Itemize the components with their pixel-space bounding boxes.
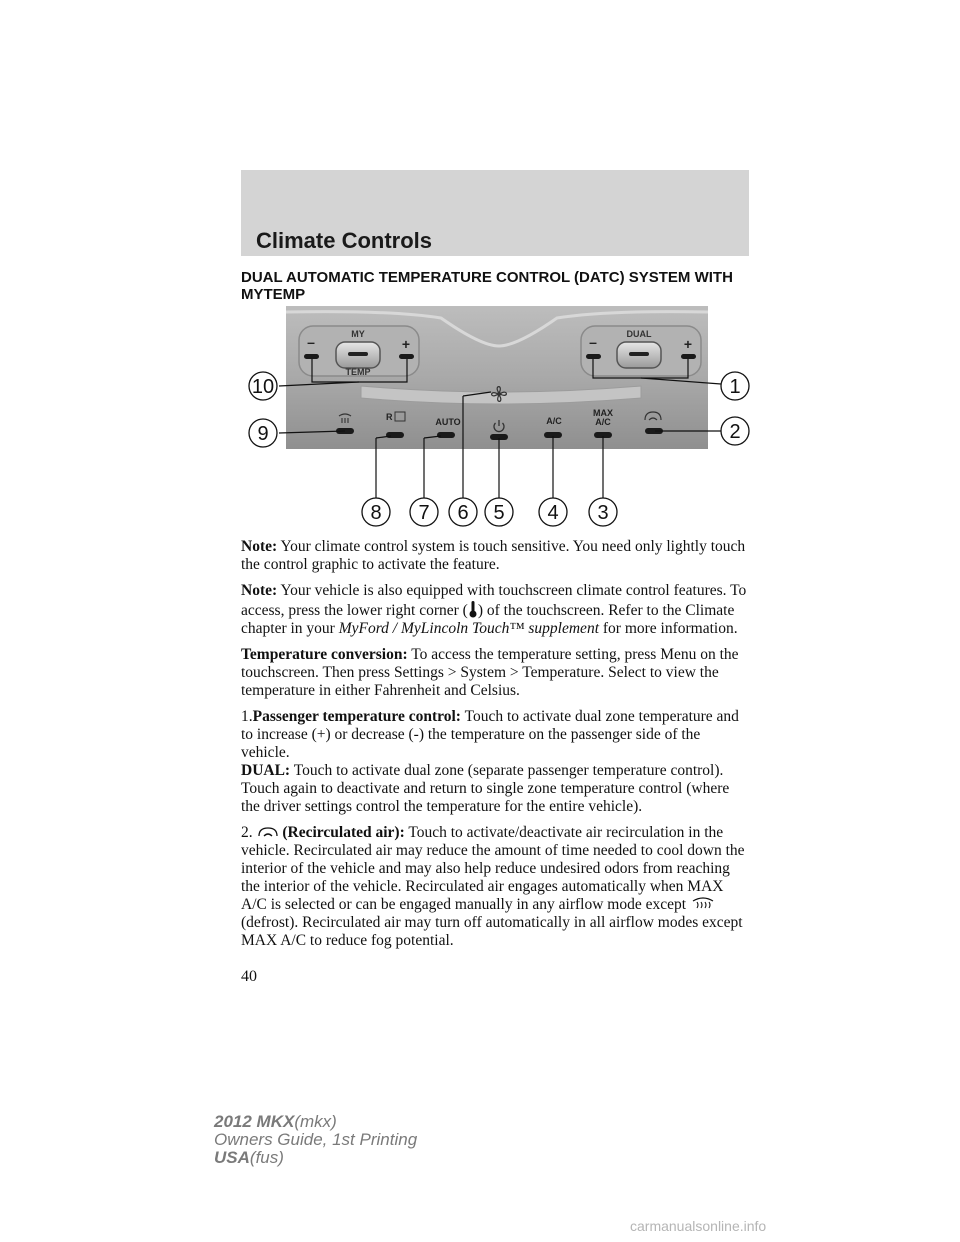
item-number: 2. [241,824,253,841]
callout-3: 3 [597,502,609,524]
item-label: DUAL: [241,762,291,779]
passenger-plus-label: + [683,336,693,352]
item-dual [241,762,751,816]
callout-5: 5 [493,502,505,524]
temperature-conversion-text: To access the temperature setting, press Menu on the touchscreen. Then press Settings > System > Temperature. Select to view the temperature in either Fahrenheit and Celsius. [241,646,739,699]
note-text: Your climate control system is touch sensitive. You need only lightly touch the control graphic to activate the feature. [241,538,746,573]
dual-label: DUAL [626,329,652,339]
item-recirculated-air [241,824,751,950]
temp-label: TEMP [345,367,371,377]
note-touchscreen [241,582,751,638]
climate-thermometer-icon [468,600,478,618]
item-text: Touch to activate/deactivate air recirculation in the vehicle. Recirculated air may reduce the amount of time needed to cool down the interior of the vehicle and may also help reduce undesired odors from reaching the interior of the vehicle. Recirculated air engages automatically when MAX A/C is selected or can be engaged manually in any airflow mode except [241,824,745,913]
callout-7: 7 [418,502,430,524]
passenger-temp-decrease[interactable] [586,354,601,359]
driver-plus-label: + [401,336,411,352]
driver-minus-label: – [307,334,315,350]
body-text [241,538,751,958]
footer-printing: Owners Guide, 1st Printing [214,1130,418,1149]
climate-control-panel-figure [241,306,761,536]
footer-model: 2012 MKX [214,1112,295,1131]
item-text: Touch to activate dual zone temperature and to increase (+) or decrease (-) the temperature on the passenger side of the vehicle. [241,708,739,761]
temperature-conversion [241,646,751,700]
defrost-icon [690,896,716,912]
callout-4: 4 [547,502,559,524]
callout-6: 6 [457,502,469,524]
item-number: 1. [241,708,253,725]
auto-label: AUTO [435,417,461,427]
note-label: Note: [241,538,278,555]
callout-8: 8 [370,502,382,524]
supplement-title: MyFord / MyLincoln Touch™ supplement [338,620,599,637]
my-label: MY [351,329,365,339]
rear-defrost-label: R [386,412,393,422]
callout-1: 1 [729,376,741,398]
watermark: carmanualsonline.info [630,1218,767,1234]
passenger-minus-label: – [589,334,597,350]
note-text: Your vehicle is also equipped with touchscreen climate control features. To access, press the lower right corner ( [241,582,747,619]
chapter-title: Climate Controls [256,228,433,253]
page-number: 40 [241,968,257,985]
temperature-conversion-label: Temperature conversion: [241,646,408,663]
rear-defrost-button[interactable] [386,432,404,438]
item-label: Passenger temperature control: [252,708,461,725]
passenger-temp-increase[interactable] [681,354,696,359]
ac-label: A/C [546,416,562,426]
note-text: for more information. [602,620,738,637]
note-label: Note: [241,582,278,599]
max-ac-label: A/C [595,417,611,427]
callout-10: 10 [251,376,275,398]
footer-model-code: (mkx) [294,1112,337,1131]
driver-temp-decrease[interactable] [304,354,319,359]
footer-region: USA [214,1148,250,1167]
recirculation-icon [257,826,279,840]
footer [214,1113,417,1167]
section-heading: DUAL AUTOMATIC TEMPERATURE CONTROL (DATC) SYSTEM WITH MYTEMP [241,269,733,303]
driver-temp-increase[interactable] [399,354,414,359]
callout-2: 2 [729,421,741,443]
note-touch-sensitive [241,538,751,574]
item-text: (defrost). Recirculated air may turn off automatically in all airflow modes except MAX A/C to reduce fog potential. [241,914,743,949]
item-text: Touch to activate dual zone (separate passenger temperature control). Touch again to deactivate and return to single zone temperature control (where the driver settings control the temperature for the entire vehicle). [241,762,730,815]
auto-button[interactable] [437,432,455,438]
max-label: MAX [593,408,613,418]
callout-9: 9 [257,423,269,445]
climate-panel-illustration [241,306,761,536]
note-text: ) of the touchscreen. Refer to the Climate chapter in your [241,602,735,637]
item-label: (Recirculated air): [282,824,405,841]
footer-region-code: (fus) [249,1148,284,1167]
item-passenger-temperature [241,708,751,762]
